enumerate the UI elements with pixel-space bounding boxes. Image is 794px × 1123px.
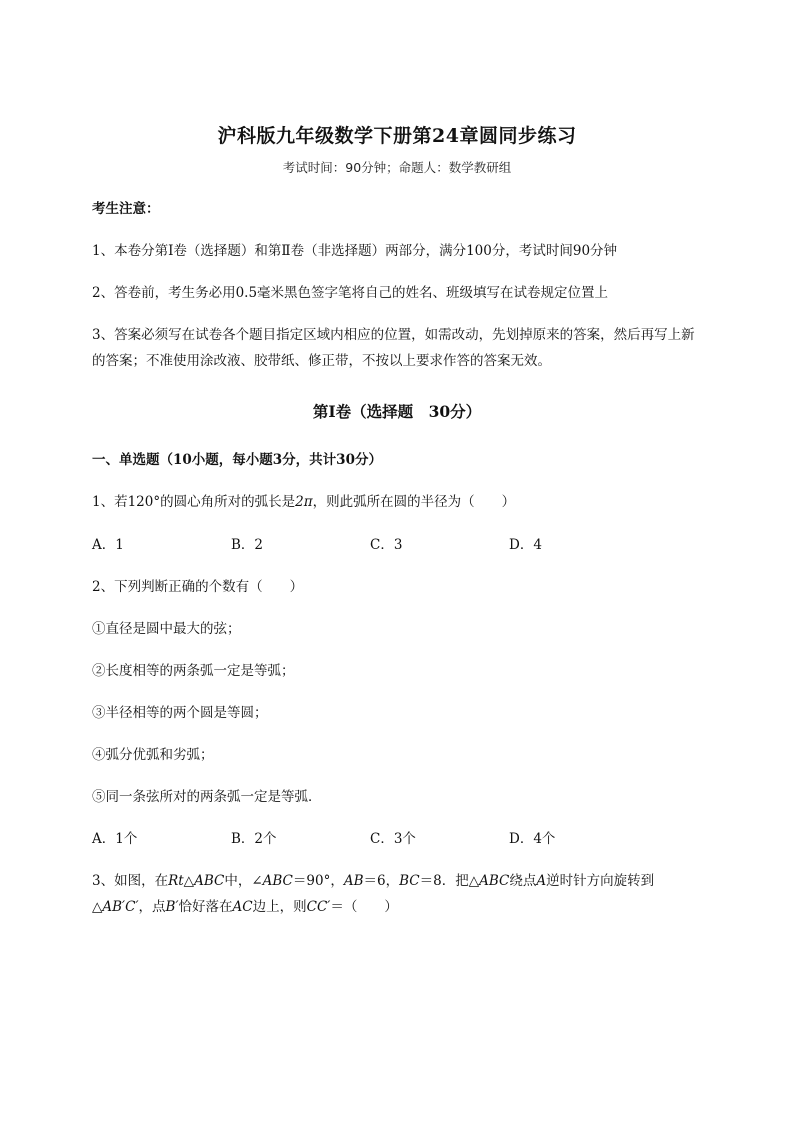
notice-item: 3、答案必须写在试卷各个题目指定区域内相应的位置，如需改动，先划掉原来的答案，然后再写上新 xyxy=(92,327,695,343)
math-segment: CC′ xyxy=(306,899,331,915)
exam-info: 考试时间：90分钟；命题人：数学教研组 xyxy=(282,160,512,175)
page-title: 沪科版九年级数学下册第24章圆同步练习 xyxy=(217,125,577,147)
text-run: 边上，则 xyxy=(252,899,307,915)
text-run: 恰好落在 xyxy=(178,899,233,915)
question-3-stem-line-1 xyxy=(92,871,732,891)
text-run: ，点 xyxy=(138,899,166,915)
notice-item-continued: 的答案；不准使用涂改液、胶带纸、修正带，不按以上要求作答的答案无效。 xyxy=(92,353,551,369)
section-title: 第I卷（选择题 30分） xyxy=(312,402,482,421)
option-d: D．4 xyxy=(509,537,542,553)
text-run: 1、若 xyxy=(92,494,128,510)
math-angle-name: ABC xyxy=(262,873,293,889)
option-c: C．3个 xyxy=(370,831,416,847)
math-triangle-name: ABC xyxy=(479,873,510,889)
part-heading: 一、单选题（10小题，每小题3分，共计30分） xyxy=(92,452,382,468)
question-2-stem: 2、下列判断正确的个数有（ ） xyxy=(92,579,304,595)
text-run: 3、如图，在 xyxy=(92,873,169,889)
math-triangle-name: AB′C′ xyxy=(102,899,139,915)
text-run: ＝6， xyxy=(363,873,400,889)
math-arc-length: 2π xyxy=(295,494,313,510)
statement-4: ④弧分优弧和劣弧； xyxy=(92,747,214,763)
math-triangle: Rt△ABC xyxy=(168,873,225,889)
math-segment: AC xyxy=(232,899,253,915)
option-b: B．2个 xyxy=(231,831,277,847)
statement-5: ⑤同一条弦所对的两条弧一定是等弧． xyxy=(92,789,322,805)
question-3-stem-line-2 xyxy=(92,897,732,917)
statement-1: ①直径是圆中最大的弦； xyxy=(92,621,241,637)
text-run: ＝90°， xyxy=(292,873,344,889)
statement-2: ②长度相等的两条弧一定是等弧； xyxy=(92,663,295,679)
statement-3: ③半径相等的两个圆是等圆； xyxy=(92,705,268,721)
notice-heading: 考生注意： xyxy=(92,201,160,217)
text-run: 绕点 xyxy=(509,873,537,889)
option-b: B．2 xyxy=(231,537,264,553)
math-segment: BC xyxy=(399,873,420,889)
math-point: A xyxy=(536,873,547,889)
text-run: ，则此弧所在圆的半径为（ ） xyxy=(312,494,516,510)
text-run: 逆时针方向旋转到 xyxy=(546,873,655,889)
option-a: A．1个 xyxy=(92,831,138,847)
text-run: 中，∠ xyxy=(224,873,263,889)
math-point: B′ xyxy=(165,899,179,915)
text-run: △ xyxy=(92,899,103,915)
notice-item: 2、答卷前，考生务必用0.5毫米黑色签字笔将自己的姓名、班级填写在试卷规定位置上 xyxy=(92,285,609,301)
math-angle: 120° xyxy=(127,494,161,510)
text-run: ＝8．把△ xyxy=(419,873,480,889)
math-segment: AB xyxy=(343,873,364,889)
option-c: C．3 xyxy=(370,537,403,553)
text-run: 的圆心角所对的弧长是 xyxy=(160,494,296,510)
option-d: D．4个 xyxy=(509,831,556,847)
option-a: A．1 xyxy=(92,537,124,553)
text-run: ＝（ ） xyxy=(330,899,398,915)
question-1-stem xyxy=(92,492,732,512)
notice-item: 1、本卷分第I卷（选择题）和第Ⅱ卷（非选择题）两部分，满分100分，考试时间90分钟 xyxy=(92,243,618,259)
